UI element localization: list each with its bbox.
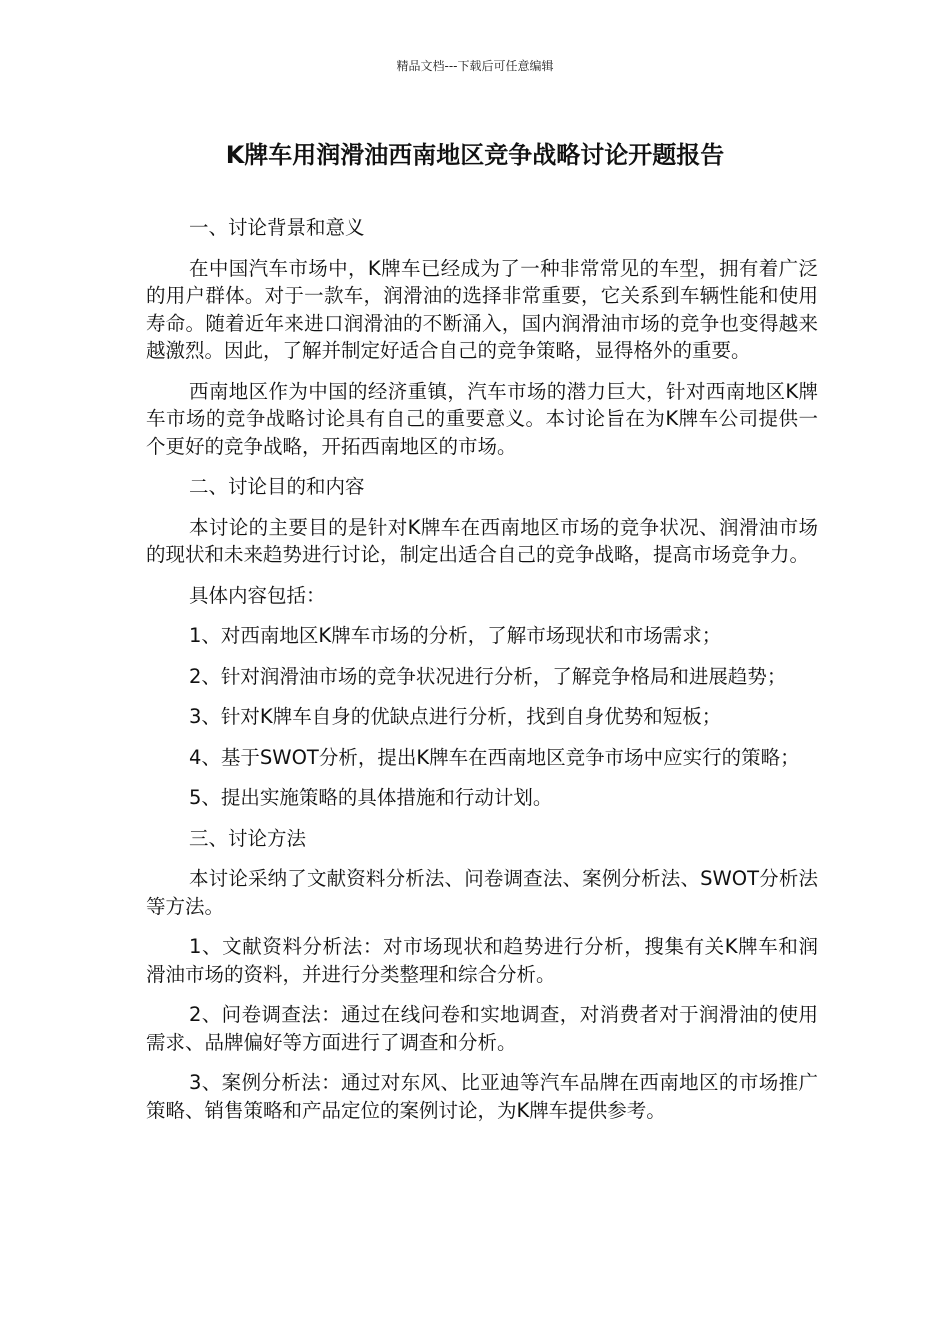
list-item-content-1: 1、对西南地区K牌车市场的分析，了解市场现状和市场需求； xyxy=(189,624,722,647)
paragraph-methods-intro: 本讨论采纳了文献资料分析法、问卷调查法、案例分析法、SWOT分析法等方法。 xyxy=(146,867,818,918)
section-heading-purpose: 二、讨论目的和内容 xyxy=(189,475,365,498)
list-item-content-4: 4、基于SWOT分析，提出K牌车在西南地区竞争市场中应实行的策略； xyxy=(189,745,800,769)
paragraph-background-1: 在中国汽车市场中，K牌车已经成为了一种非常常见的车型，拥有着广泛的用户群体。对于一款车，润滑油的选择非常重要，它关系到车辆性能和使用寿命。随着近年来进口润滑油的不断涌入，国内润滑油市场的竞争也变得越来越激烈。因此，了解并制定好适合自己的竞争策略，显得格外的重要。 xyxy=(146,256,818,362)
section-heading-methods: 三、讨论方法 xyxy=(189,826,307,850)
list-item-method-3: 3、案例分析法：通过对东风、比亚迪等汽车品牌在西南地区的市场推广策略、销售策略和产品定位的案例讨论，为K牌车提供参考。 xyxy=(146,1071,818,1122)
list-item-content-3: 3、针对K牌车自身的优缺点进行分析，找到自身优势和短板； xyxy=(189,705,722,728)
list-item-content-2: 2、针对润滑油市场的竞争状况进行分析，了解竞争格局和进展趋势； xyxy=(189,664,787,688)
list-item-content-5: 5、提出实施策略的具体措施和行动计划。 xyxy=(189,786,553,809)
list-item-method-1: 1、文献资料分析法：对市场现状和趋势进行分析，搜集有关K牌车和润滑油市场的资料，并进行分类整理和综合分析。 xyxy=(146,935,818,986)
paragraph-purpose: 本讨论的主要目的是针对K牌车在西南地区市场的竞争状况、润滑油市场的现状和未来趋势进行讨论，制定出适合自己的竞争战略，提高市场竞争力。 xyxy=(146,515,818,566)
list-item-method-2: 2、问卷调查法：通过在线问卷和实地调查，对消费者对于润滑油的使用需求、品牌偏好等方面进行了调查和分析。 xyxy=(146,1003,818,1054)
page-header-watermark: 精品文档---下载后可任意编辑 xyxy=(396,59,554,73)
section-heading-background: 一、讨论背景和意义 xyxy=(189,216,365,239)
paragraph-content-intro: 具体内容包括： xyxy=(189,583,326,607)
paragraph-background-2: 西南地区作为中国的经济重镇，汽车市场的潜力巨大，针对西南地区K牌车市场的竞争战略讨论具有自己的重要意义。本讨论旨在为K牌车公司提供一个更好的竞争战略，开拓西南地区的市场。 xyxy=(146,379,818,458)
document-title: K牌车用润滑油西南地区竞争战略讨论开题报告 xyxy=(225,141,725,169)
document-body xyxy=(146,214,818,1137)
